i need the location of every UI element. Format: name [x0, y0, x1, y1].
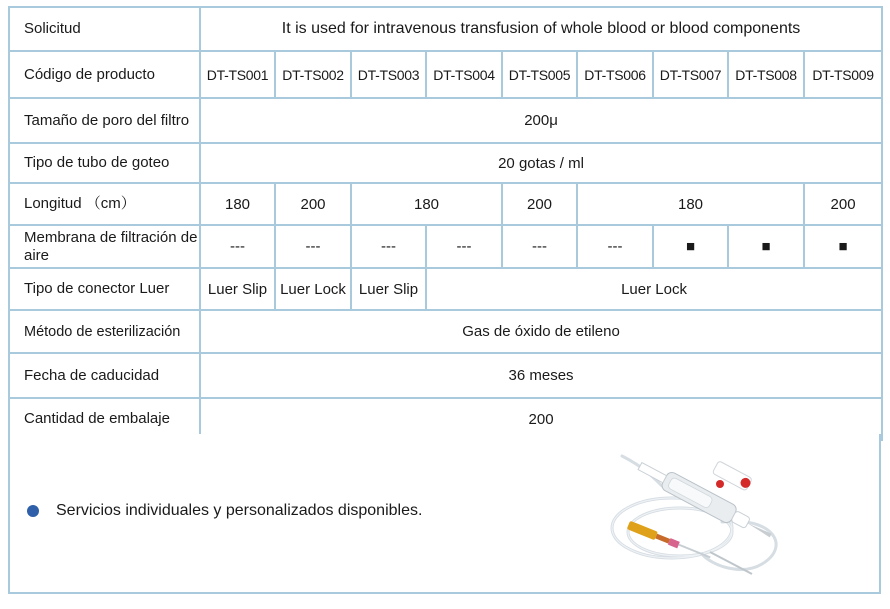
- label-product-code: Código de producto: [9, 51, 200, 98]
- air-membrane-cell: ■: [728, 225, 804, 268]
- label-application: Solicitud: [9, 7, 200, 51]
- label-packing: Cantidad de embalaje: [9, 398, 200, 440]
- product-code-cell: DT-TS002: [275, 51, 351, 98]
- row-application: [9, 7, 882, 51]
- value-sterilization: Gas de óxido de etileno: [200, 310, 882, 353]
- luer-cell: Luer Slip: [351, 268, 426, 310]
- row-product-code: [9, 51, 882, 98]
- length-cell: 200: [275, 183, 351, 225]
- value-expiry: 36 meses: [200, 353, 882, 398]
- air-membrane-cell: ---: [200, 225, 275, 268]
- product-code-cell: DT-TS003: [351, 51, 426, 98]
- infusion-set-image: [602, 436, 802, 584]
- footer-panel: [8, 434, 881, 594]
- length-cell: 200: [804, 183, 882, 225]
- label-expiry: Fecha de caducidad: [9, 353, 200, 398]
- label-filter-pore: Tamaño de poro del filtro: [9, 98, 200, 143]
- value-drip-tube: 20 gotas / ml: [200, 143, 882, 183]
- value-packing: 200: [200, 398, 882, 440]
- air-membrane-cell: ---: [426, 225, 502, 268]
- value-filter-pore: 200μ: [200, 98, 882, 143]
- air-membrane-cell: ---: [502, 225, 577, 268]
- label-air-membrane: Membrana de filtración de aire: [9, 225, 200, 268]
- label-drip-tube: Tipo de tubo de goteo: [9, 143, 200, 183]
- spec-table: [8, 6, 883, 441]
- length-cell: 200: [502, 183, 577, 225]
- air-membrane-cell: ■: [653, 225, 728, 268]
- feature-bullet-text: Servicios individuales y personalizados disponibles.: [56, 502, 423, 519]
- air-membrane-cell: ---: [351, 225, 426, 268]
- air-membrane-cell: ■: [804, 225, 882, 268]
- luer-cell: Luer Lock: [275, 268, 351, 310]
- product-code-cell: DT-TS005: [502, 51, 577, 98]
- length-cell: 180: [577, 183, 804, 225]
- air-membrane-cell: ---: [577, 225, 653, 268]
- row-expiry: [9, 353, 882, 398]
- row-filter-pore: [9, 98, 882, 143]
- product-code-cell: DT-TS007: [653, 51, 728, 98]
- label-sterilization: Método de esterilización: [9, 310, 200, 353]
- label-length: Longitud （cm）: [9, 183, 200, 225]
- feature-bullet: [27, 502, 422, 520]
- length-cell: 180: [200, 183, 275, 225]
- row-sterilization: [9, 310, 882, 353]
- luer-cell: Luer Slip: [200, 268, 275, 310]
- luer-cell: Luer Lock: [426, 268, 882, 310]
- product-code-cell: DT-TS008: [728, 51, 804, 98]
- row-drip-tube: [9, 143, 882, 183]
- bullet-dot-icon: [27, 505, 39, 517]
- row-luer: [9, 268, 882, 310]
- product-code-cell: DT-TS001: [200, 51, 275, 98]
- product-code-cell: DT-TS004: [426, 51, 502, 98]
- label-luer: Tipo de conector Luer: [9, 268, 200, 310]
- row-length: [9, 183, 882, 225]
- row-air-membrane: [9, 225, 882, 268]
- product-code-cell: DT-TS006: [577, 51, 653, 98]
- air-membrane-cell: ---: [275, 225, 351, 268]
- value-application: It is used for intravenous transfusion of whole blood or blood components: [200, 7, 882, 51]
- product-code-cell: DT-TS009: [804, 51, 882, 98]
- length-cell: 180: [351, 183, 502, 225]
